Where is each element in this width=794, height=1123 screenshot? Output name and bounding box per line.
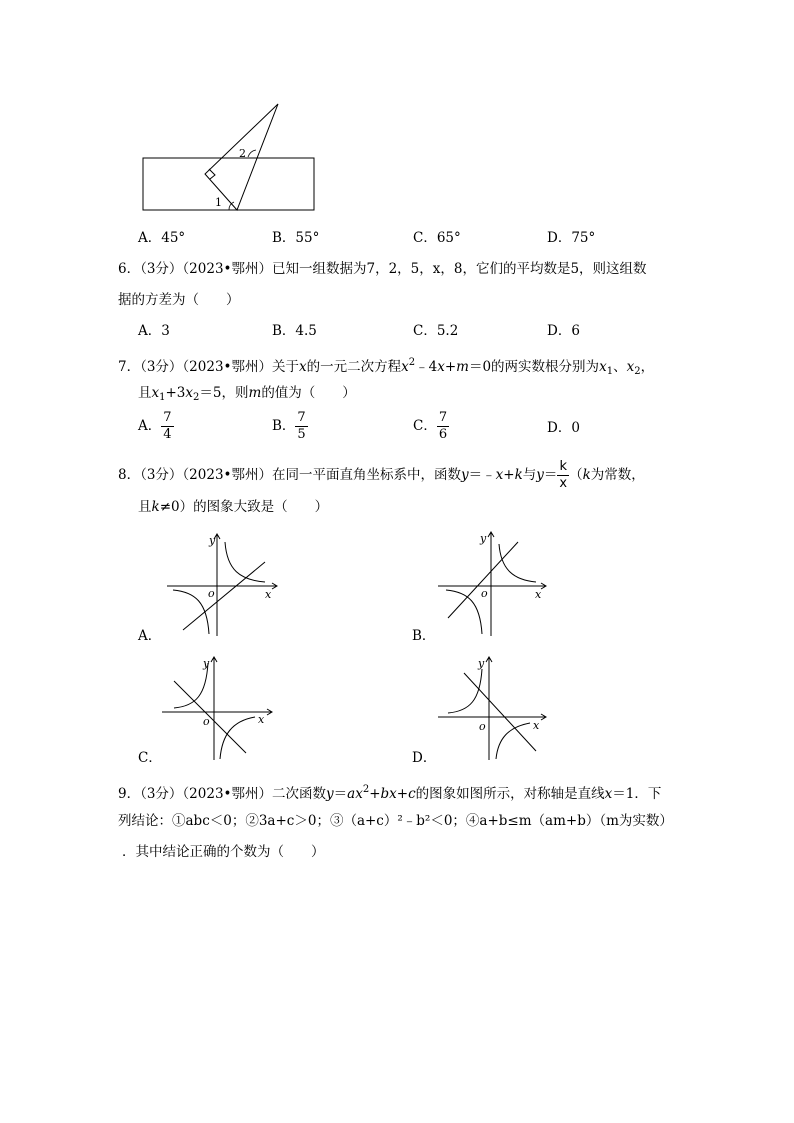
q7-option-c[interactable]: C． $\frac{7}{6}$ — [413, 410, 448, 442]
q8-option-a[interactable]: A． — [138, 628, 162, 644]
q8-stem-line2: 且k≠0）的图象大致是（ ） — [138, 499, 329, 515]
q5-option-b[interactable]: B．55° — [272, 230, 320, 246]
q7-option-b[interactable]: B． $\frac{7}{5}$ — [272, 410, 306, 442]
q8-option-b[interactable]: B． — [412, 628, 436, 644]
graph-b-y-label: y — [480, 532, 487, 545]
q8-graph-b[interactable] — [436, 530, 551, 638]
q8-graph-d[interactable] — [436, 655, 551, 763]
q6-stem-line2: 据的方差为（ ） — [118, 292, 240, 308]
q6-option-b[interactable]: B．4.5 — [272, 323, 317, 339]
q5-figure — [138, 102, 323, 217]
graph-b-x-label: x — [535, 588, 542, 601]
angle-1-label: 1 — [215, 196, 222, 209]
q6-option-a[interactable]: A．3 — [138, 323, 170, 339]
graph-d-x-label: x — [533, 719, 540, 732]
q8-option-c[interactable]: C． — [138, 750, 162, 766]
q7-option-d[interactable]: D．0 — [547, 420, 580, 436]
q8-stem-line1: 8．（3分）（2023•鄂州）在同一平面直角坐标系中，函数y＝﹣x+k与y＝ $\frac{k}{x}$ （k为常数， — [118, 459, 645, 491]
q9-stem-line2: 列结论：①abc＜0；②3a+c＞0；③（a+c）²﹣b²＜0；④a+b≤m（am+b）（m为实数） — [118, 813, 673, 829]
graph-a-x-label: x — [265, 588, 272, 601]
q8-graph-a[interactable] — [165, 532, 280, 640]
q7-stem-line1: 7．（3分）（2023•鄂州）关于x的一元二次方程$x^2﹣4x+m=0$的两实数根分别为$x_1$、$x_2$， — [118, 357, 655, 377]
q7-stem-line2: 且$x_1+3x_2=5$，则m的值为（ ） — [138, 385, 356, 403]
q6-option-d[interactable]: D．6 — [547, 323, 580, 339]
q8-graph-c[interactable] — [160, 655, 275, 763]
q7-option-a[interactable]: A． $\frac{7}{4}$ — [138, 410, 172, 442]
q8-option-d[interactable]: D． — [412, 750, 437, 766]
graph-d-origin-label: o — [479, 720, 486, 733]
graph-b-origin-label: o — [481, 587, 488, 600]
graph-c-x-label: x — [258, 713, 265, 726]
angle-2-label: 2 — [239, 147, 246, 160]
graph-c-y-label: y — [203, 657, 210, 670]
graph-c-origin-label: o — [203, 715, 210, 728]
q9-stem-line1: 9．（3分）（2023•鄂州）二次函数$y=ax^2+bx+c$的图象如图所示，对称轴是直线x＝1．下 — [118, 784, 662, 802]
q6-option-c[interactable]: C．5.2 — [413, 323, 459, 339]
q9-stem-line3: ．其中结论正确的个数为（ ） — [122, 844, 325, 860]
graph-a-origin-label: o — [208, 587, 215, 600]
q6-stem-line1: 6．（3分）（2023•鄂州）已知一组数据为7，2，5，x，8，它们的平均数是5，则这组数 — [118, 261, 647, 277]
q5-option-c[interactable]: C．65° — [413, 230, 461, 246]
q5-option-a[interactable]: A．45° — [138, 230, 186, 246]
graph-a-y-label: y — [209, 534, 216, 547]
graph-d-y-label: y — [478, 657, 485, 670]
q5-option-d[interactable]: D．75° — [547, 230, 596, 246]
